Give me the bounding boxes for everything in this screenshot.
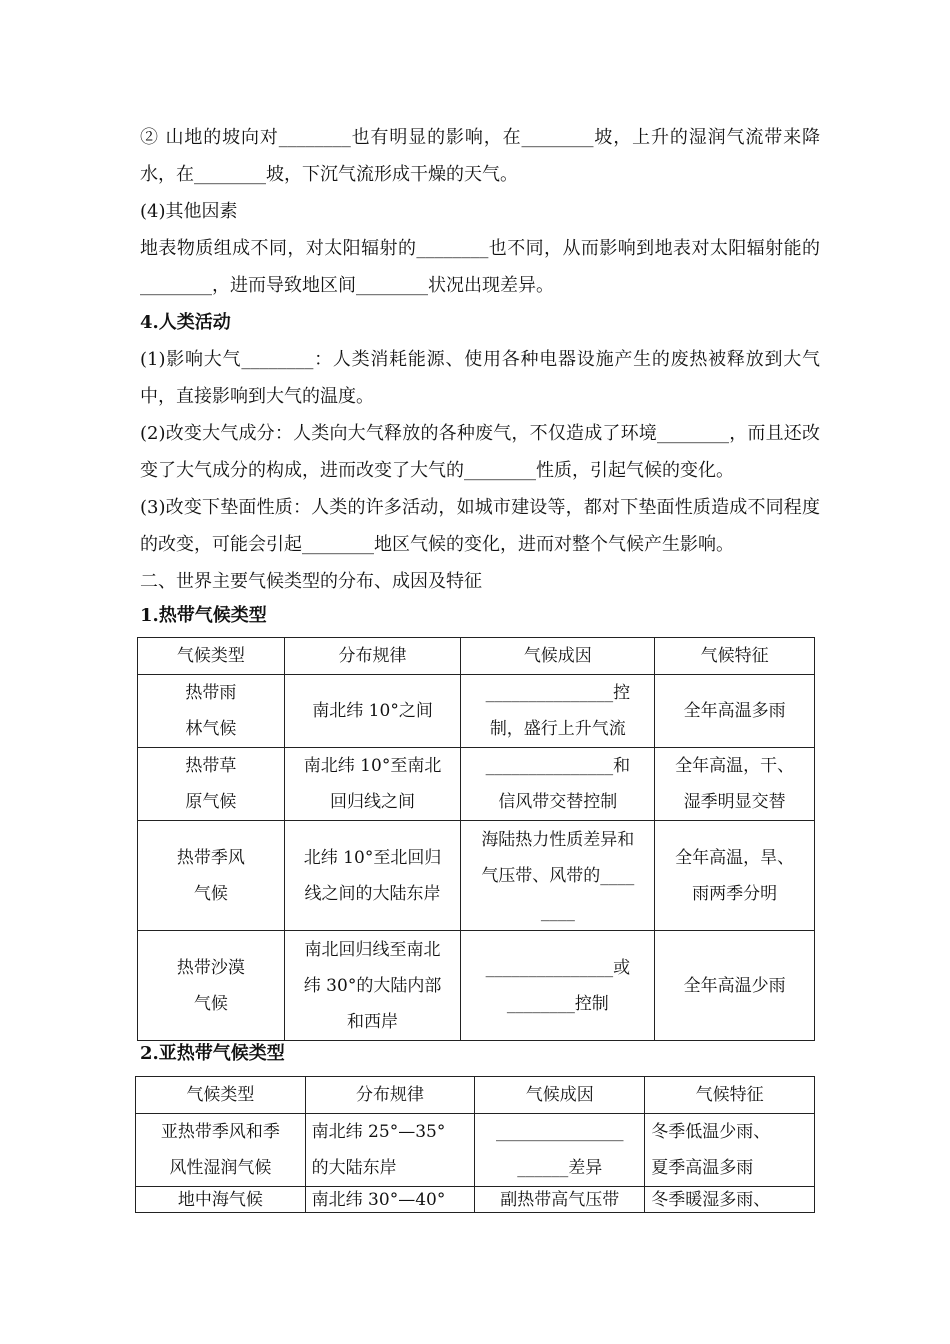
- cell-distribution: 南北回归线至南北 纬 30°的大陆内部 和西岸: [284, 931, 461, 1041]
- cell-cause: 副热带高气压带: [475, 1187, 645, 1213]
- subtropical-climate-table: [135, 1076, 815, 1213]
- paragraph-change-surface: (3)改变下垫面性质：人类的许多活动，如城市建设等，都对下垫面性质造成不同程度的改变，可能会引起________地区气候的变化，进而对整个气候产生影响。: [140, 497, 820, 555]
- table-row: [136, 1187, 815, 1213]
- cell-feature: 全年高温少雨: [655, 931, 815, 1041]
- heading-tropical-climate: 1.热带气候类型: [140, 605, 267, 626]
- header-distribution: 分布规律: [305, 1077, 475, 1114]
- cell-feature: 冬季低温少雨、 夏季高温多雨: [645, 1114, 815, 1187]
- table-row: [138, 931, 815, 1041]
- header-cause: 气候成因: [475, 1077, 645, 1114]
- paragraph-other-factors-heading: (4)其他因素: [140, 201, 238, 222]
- table-header-row: [138, 638, 815, 675]
- cell-distribution: 北纬 10°至北回归 线之间的大陆东岸: [284, 821, 461, 931]
- table-header-row: [136, 1077, 815, 1114]
- table-row: [138, 821, 815, 931]
- table-row: [138, 675, 815, 748]
- cell-feature: 全年高温，干、 湿季明显交替: [655, 748, 815, 821]
- header-distribution: 分布规律: [284, 638, 461, 675]
- cell-distribution: 南北纬 30°—40°: [305, 1187, 475, 1213]
- cell-feature: 全年高温，旱、 雨两季分明: [655, 821, 815, 931]
- header-climate-type: 气候类型: [138, 638, 285, 675]
- cell-feature: 冬季暖湿多雨、: [645, 1187, 815, 1213]
- cell-type: 亚热带季风和季 风性湿润气候: [136, 1114, 306, 1187]
- header-cause: 气候成因: [461, 638, 655, 675]
- paragraph-affect-heat: (1)影响大气________：人类消耗能源、使用各种电器设施产生的废热被释放到大气中，直接影响到大气的温度。: [140, 349, 820, 407]
- cell-cause: _______________ ______差异: [475, 1114, 645, 1187]
- paragraph-surface-material: 地表物质组成不同，对太阳辐射的________也不同，从而影响到地表对太阳辐射能的________，进而导致地区间________状况出现差异。: [140, 238, 820, 296]
- heading-world-climate-types: 二、世界主要气候类型的分布、成因及特征: [140, 571, 482, 592]
- table-row: [138, 748, 815, 821]
- cell-feature: 全年高温多雨: [655, 675, 815, 748]
- header-feature: 气候特征: [655, 638, 815, 675]
- paragraph-slope-aspect: ② 山地的坡向对________也有明显的影响，在________坡，上升的湿润气流带来降水，在________坡，下沉气流形成干燥的天气。: [140, 127, 820, 185]
- cell-cause: 海陆热力性质差异和 气压带、风带的____ ____: [461, 821, 655, 931]
- cell-type: 热带季风 气候: [138, 821, 285, 931]
- header-climate-type: 气候类型: [136, 1077, 306, 1114]
- heading-subtropical-climate: 2.亚热带气候类型: [140, 1043, 285, 1064]
- cell-cause: _______________控 制，盛行上升气流: [461, 675, 655, 748]
- heading-human-activity: 4.人类活动: [140, 312, 231, 333]
- cell-cause: _______________或 ________控制: [461, 931, 655, 1041]
- cell-type: 热带草 原气候: [138, 748, 285, 821]
- cell-distribution: 南北纬 25°—35° 的大陆东岸: [305, 1114, 475, 1187]
- tropical-climate-table: [137, 637, 815, 1041]
- cell-type: 地中海气候: [136, 1187, 306, 1213]
- header-feature: 气候特征: [645, 1077, 815, 1114]
- cell-distribution: 南北纬 10°之间: [284, 675, 461, 748]
- cell-type: 热带雨 林气候: [138, 675, 285, 748]
- table-row: [136, 1114, 815, 1187]
- cell-distribution: 南北纬 10°至南北 回归线之间: [284, 748, 461, 821]
- paragraph-change-composition: (2)改变大气成分：人类向大气释放的各种废气，不仅造成了环境________，而且还改变了大气成分的构成，进而改变了大气的________性质，引起气候的变化。: [140, 423, 820, 481]
- cell-cause: _______________和 信风带交替控制: [461, 748, 655, 821]
- cell-type: 热带沙漠 气候: [138, 931, 285, 1041]
